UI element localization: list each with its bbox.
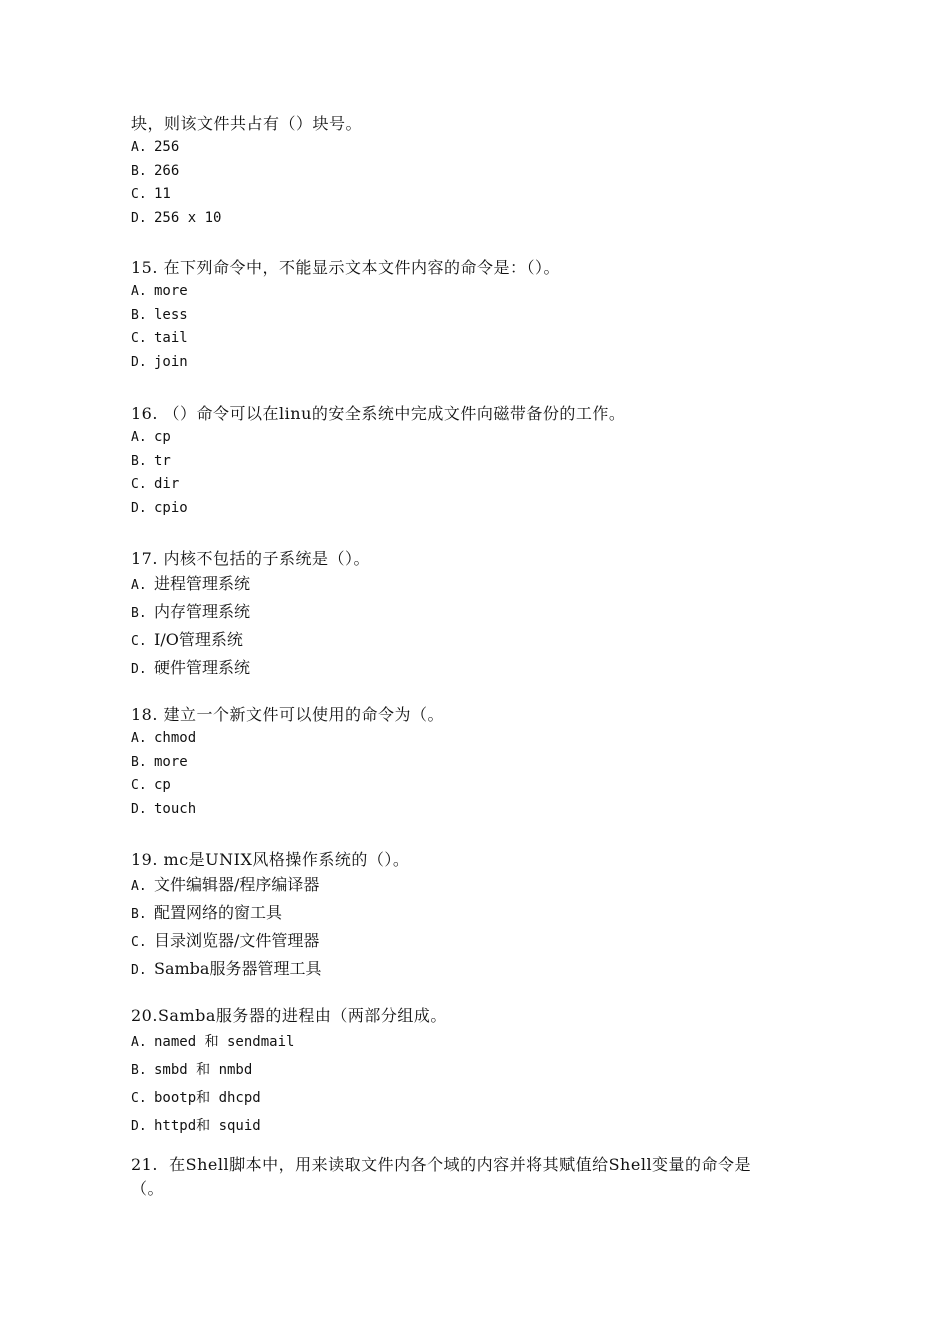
option-d: D. httpd和 squid bbox=[131, 1118, 261, 1134]
option-b: B. less bbox=[131, 306, 188, 323]
option-a: A. named 和 sendmail bbox=[131, 1034, 295, 1050]
question-21 bbox=[131, 1153, 831, 1201]
option-c: C. 目录浏览器/文件管理器 bbox=[131, 931, 320, 950]
option-a: A. 进程管理系统 bbox=[131, 574, 251, 593]
option-d: D. 硬件管理系统 bbox=[131, 658, 251, 677]
option-c: C. I/O管理系统 bbox=[131, 630, 243, 649]
option-c: C. cp bbox=[131, 777, 171, 793]
question-text: 16. （）命令可以在linu的安全系统中完成文件向磁带备份的工作。 bbox=[131, 404, 626, 423]
option-d: D. join bbox=[131, 353, 188, 370]
option-d: D. Samba服务器管理工具 bbox=[131, 959, 322, 978]
option-b: B. 内存管理系统 bbox=[131, 602, 251, 621]
option-b: B. 266 bbox=[131, 162, 180, 179]
question-text: 21. 在Shell脚本中，用来读取文件内各个域的内容并将其赋值给Shell变量的命令是 bbox=[131, 1155, 752, 1174]
option-a: A. more bbox=[131, 283, 188, 299]
question-20 bbox=[131, 1004, 821, 1140]
question-text: 18. 建立一个新文件可以使用的命令为（。 bbox=[131, 705, 445, 724]
option-c: C. tail bbox=[131, 330, 188, 346]
option-b: B. smbd 和 nmbd bbox=[131, 1062, 253, 1078]
option-b: B. tr bbox=[131, 452, 171, 469]
question-text: 17. 内核不包括的子系统是（）。 bbox=[131, 549, 371, 568]
option-b: B. 配置网络的窗工具 bbox=[131, 903, 283, 922]
option-d: D. 256 x 10 bbox=[131, 209, 222, 226]
question-14 bbox=[131, 112, 821, 230]
option-c: C. dir bbox=[131, 476, 180, 492]
option-c: C. 11 bbox=[131, 186, 171, 202]
option-d: D. touch bbox=[131, 800, 197, 817]
option-d: D. cpio bbox=[131, 499, 188, 516]
question-text: 19. mc是UNIX风格操作系统的（）。 bbox=[131, 850, 410, 869]
option-a: A. 文件编辑器/程序编译器 bbox=[131, 875, 320, 894]
option-a: A. 256 bbox=[131, 139, 180, 155]
question-text-continued: （。 bbox=[131, 1179, 165, 1198]
question-15 bbox=[131, 256, 821, 374]
option-a: A. chmod bbox=[131, 730, 197, 746]
question-19 bbox=[131, 848, 821, 984]
option-a: A. cp bbox=[131, 429, 171, 445]
question-text: 15. 在下列命令中，不能显示文本文件内容的命令是：（）。 bbox=[131, 258, 561, 277]
question-16 bbox=[131, 402, 821, 520]
question-18 bbox=[131, 703, 821, 821]
question-17 bbox=[131, 547, 821, 683]
option-c: C. bootp和 dhcpd bbox=[131, 1090, 261, 1106]
option-b: B. more bbox=[131, 753, 188, 770]
question-text: 20.Samba服务器的进程由（两部分组成。 bbox=[131, 1006, 447, 1025]
question-text: 块，则该文件共占有（）块号。 bbox=[131, 114, 363, 133]
